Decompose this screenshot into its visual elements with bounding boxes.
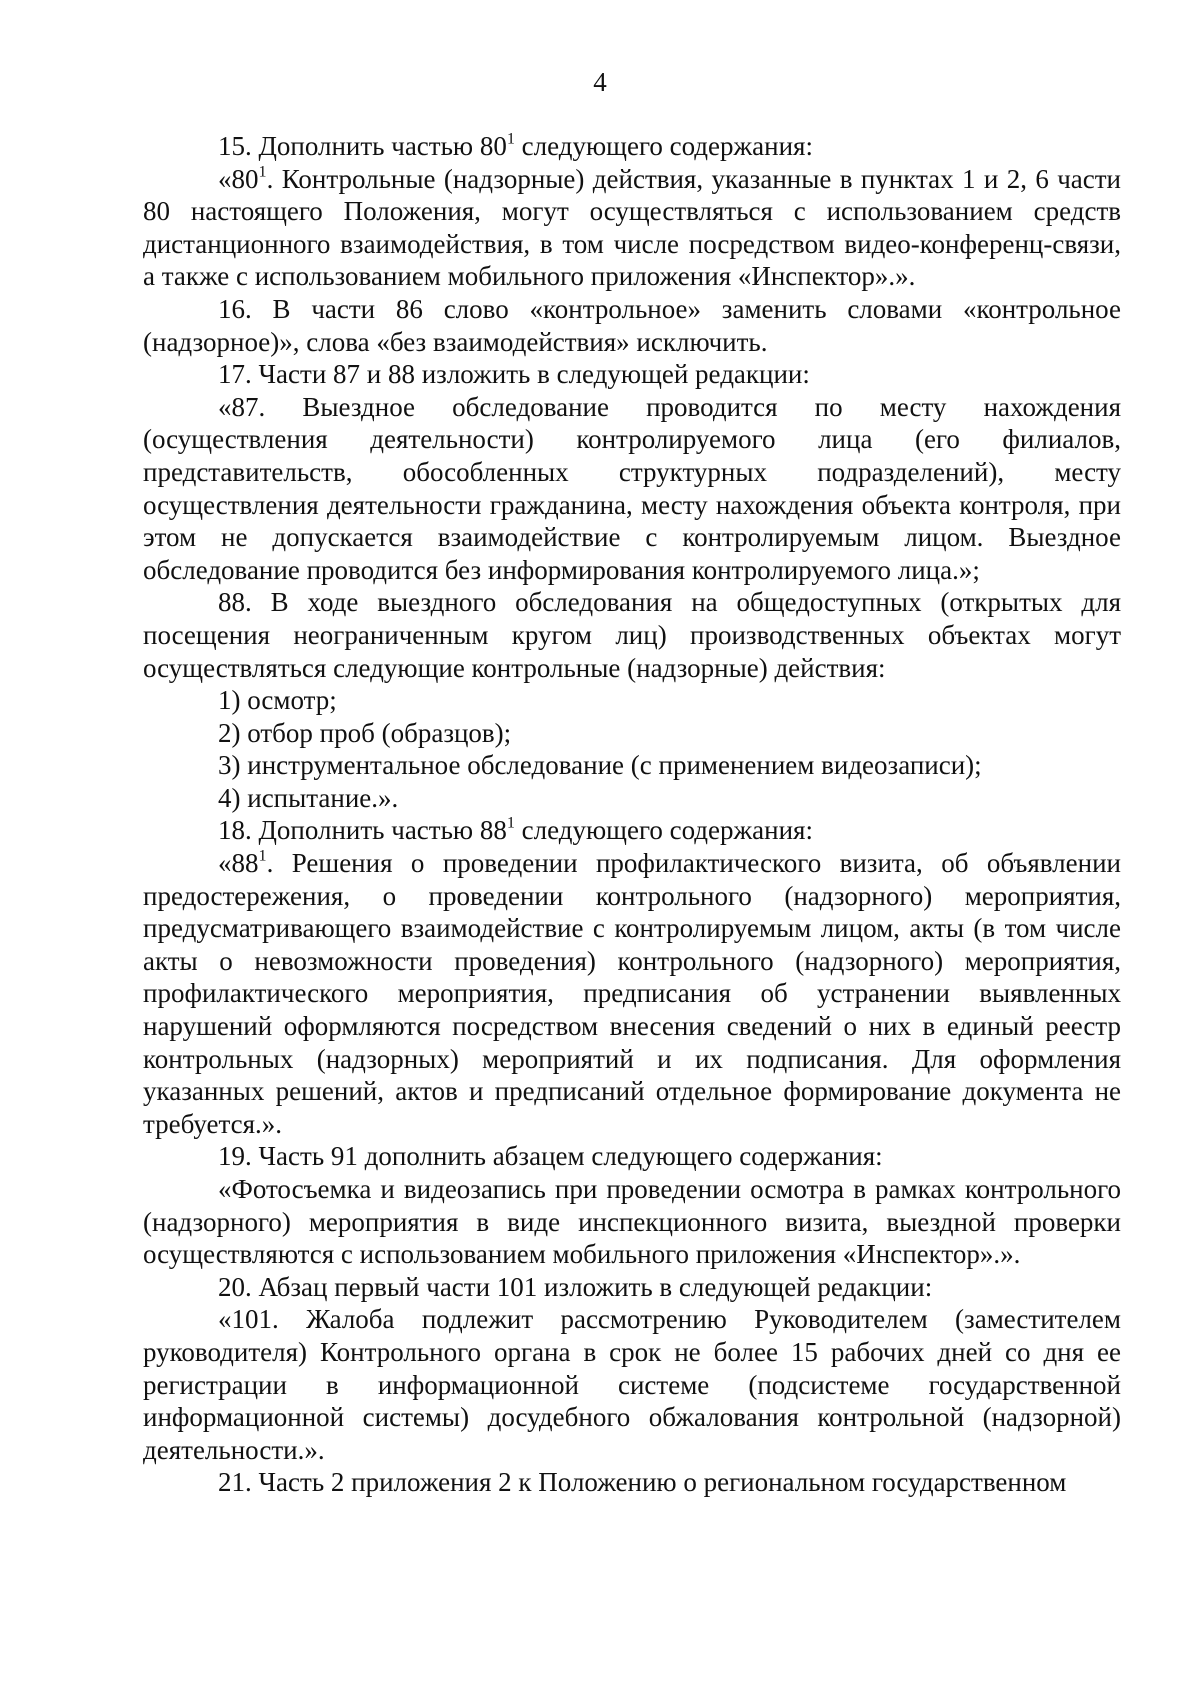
paragraph-text: следующего содержания: [514, 815, 813, 846]
paragraph-text: 20. Абзац первый части 101 изложить в следующей редакции: [218, 1271, 933, 1302]
paragraph-quoted-part-91 [143, 1173, 1121, 1271]
paragraph-text: 88. В ходе выездного обследования на общедоступных (открытых для посещения неограниченным кругом лиц) производственных объектах могут осуществляться следующие контрольные (надзорные) действия: [143, 587, 1121, 683]
superscript-index: 1 [506, 129, 515, 148]
paragraph-item-15 [143, 130, 1121, 163]
paragraph-text: 21. Часть 2 приложения 2 к Положению о региональном государственном [218, 1467, 1067, 1498]
superscript-index: 1 [506, 814, 515, 833]
paragraph-quoted-part-101 [143, 1303, 1121, 1466]
list-item-1 [143, 684, 1121, 717]
paragraph-quoted-part-88 [143, 586, 1121, 684]
paragraph-item-17 [143, 358, 1121, 391]
paragraph-text: 15. Дополнить частью 80 [218, 131, 507, 161]
document-body [143, 130, 1121, 1499]
superscript-index: 1 [258, 846, 267, 865]
paragraph-text: 4) испытание.». [218, 782, 399, 813]
paragraph-text: «88 [218, 848, 259, 879]
paragraph-text: 17. Части 87 и 88 изложить в следующей редакции: [218, 359, 810, 390]
paragraph-text: . Контрольные (надзорные) действия, указанные в пунктах 1 и 2, 6 части 80 настоящего Положения, могут осуществляться с использованием средств дистанционного взаимодействия, в том числе посредством видео-конференц-связи, а также с использованием мобильного приложения «Инспектор».». [143, 163, 1121, 292]
paragraph-text: 2) отбор проб (образцов); [218, 717, 512, 748]
paragraph-quoted-part-80-1 [143, 163, 1121, 293]
paragraph-text: 16. В части 86 слово «контрольное» заменить словами «контрольное (надзорное)», слова «без взаимодействия» исключить. [143, 293, 1121, 357]
page-number: 4 [593, 67, 607, 97]
paragraph-item-21 [143, 1466, 1121, 1499]
superscript-index: 1 [258, 162, 267, 181]
paragraph-item-16 [143, 293, 1121, 358]
paragraph-text: 18. Дополнить частью 88 [218, 815, 507, 846]
paragraph-text: 3) инструментальное обследование (с применением видеозаписи); [218, 750, 982, 781]
paragraph-item-20 [143, 1271, 1121, 1304]
paragraph-text: следующего содержания: [514, 131, 813, 161]
list-item-2 [143, 717, 1121, 750]
paragraph-quoted-part-87 [143, 391, 1121, 587]
list-item-3 [143, 749, 1121, 782]
paragraph-text: «87. Выездное обследование проводится по месту нахождения (осуществления деятельности) контролируемого лица (его филиалов, представительств, обособленных структурных подразделений), месту осуществления деятельности гражданина, месту нахождения объекта контроля, при этом не допускается взаимодействие с контролируемым лицом. Выездное обследование проводится без информирования контролируемого лица.»; [143, 391, 1121, 585]
paragraph-text: «80 [218, 163, 259, 194]
paragraph-item-18 [143, 814, 1121, 847]
paragraph-text: 19. Часть 91 дополнить абзацем следующего содержания: [218, 1141, 883, 1172]
list-item-4 [143, 782, 1121, 815]
paragraph-quoted-part-88-1 [143, 847, 1121, 1140]
paragraph-item-19 [143, 1140, 1121, 1173]
paragraph-text: «101. Жалоба подлежит рассмотрению Руководителем (заместителем руководителя) Контрольного органа в срок не более 15 рабочих дней со дня ее регистрации в информационной системе (подсистеме государственной информационной системы) досудебного обжалования контрольной (надзорной) деятельности.». [143, 1304, 1121, 1465]
paragraph-text: . Решения о проведении профилактического визита, об объявлении предостережения, о проведении контрольного (надзорного) мероприятия, предусматривающего взаимодействие с контролируемым лицом, акты (в том числе акты о невозможности проведения) контрольного (надзорного) мероприятия, профилактического мероприятия, предписания об устранении выявленных нарушений оформляются посредством внесения сведений о них в единый реестр контрольных (надзорных) мероприятий и их подписания. Для оформления указанных решений, актов и предписаний отдельное формирование документа не требуется.». [143, 848, 1121, 1139]
paragraph-text: 1) осмотр; [218, 685, 337, 716]
paragraph-text: «Фотосъемка и видеозапись при проведении осмотра в рамках контрольного (надзорного) мероприятия в виде инспекционного визита, выездной проверки осуществляются с использованием мобильного приложения «Инспектор».». [143, 1174, 1121, 1270]
